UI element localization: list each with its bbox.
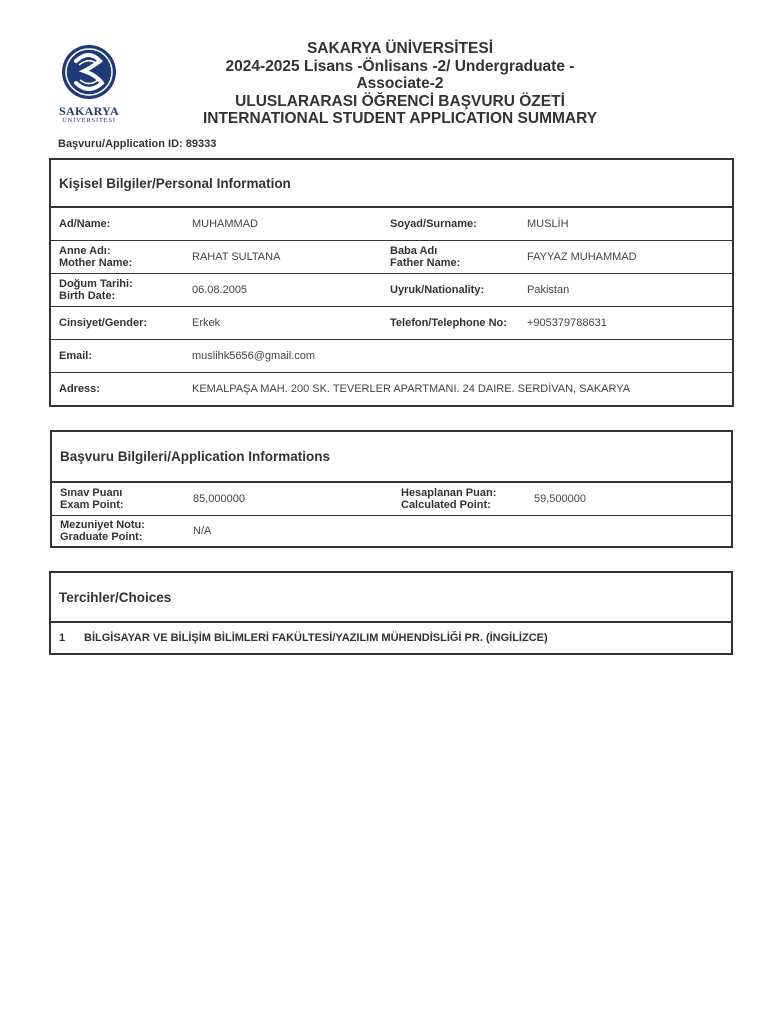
address-label: Adress: xyxy=(59,382,100,395)
grad-label-tr: Mezuniyet Notu: xyxy=(60,519,145,531)
university-emblem-icon xyxy=(56,41,122,105)
grad-value: N/A xyxy=(193,525,212,537)
email-value: muslihk5656@gmail.com xyxy=(192,350,316,362)
name-label: Ad/Name: xyxy=(59,218,111,230)
email-label: Email: xyxy=(59,350,93,362)
logo-brand-subtext: ÜNİVERSİTESİ xyxy=(62,117,116,124)
birth-label-tr: Doğum Tarihi: xyxy=(59,278,133,290)
row-graduate xyxy=(52,516,731,546)
name-value: MUHAMMAD xyxy=(192,218,258,230)
father-label-en: Father Name: xyxy=(390,257,461,269)
mother-label xyxy=(59,241,132,273)
row-name xyxy=(51,208,732,241)
personal-info-section xyxy=(49,158,734,407)
choices-section xyxy=(49,571,733,655)
mother-value: RAHAT SULTANA xyxy=(192,251,281,263)
row-points xyxy=(52,483,731,516)
birth-value: 06.08.2005 xyxy=(192,284,248,296)
gender-value: Erkek xyxy=(192,317,221,329)
row-email xyxy=(51,340,732,373)
father-label-tr: Baba Adı xyxy=(390,245,438,257)
personal-info-title: Kişisel Bilgiler/Personal Information xyxy=(51,160,732,208)
calc-label xyxy=(401,483,496,515)
application-id: Başvuru/Application ID: 89333 xyxy=(58,138,217,150)
choice-program: BİLGİSAYAR VE BİLİŞİM BİLİMLERİ FAKÜLTESİ/YAZILIM MÜHENDİSLİĞİ PR. (İNGİLİZCE) xyxy=(84,632,548,644)
row-birth xyxy=(51,274,732,307)
phone-value: +905379788631 xyxy=(527,317,607,329)
calc-label-tr: Hesaplanan Puan: xyxy=(401,487,497,499)
row-address xyxy=(51,373,732,404)
calc-label-en: Calculated Point: xyxy=(401,499,491,511)
exam-value: 85,000000 xyxy=(193,493,245,505)
surname-label: Soyad/Surname: xyxy=(390,218,477,230)
document-header xyxy=(190,40,610,128)
nationality-label: Uyruk/Nationality: xyxy=(390,284,485,296)
address-value: KEMALPAŞA MAH. 200 SK. TEVERLER APARTMANI. 24 DAIRE. SERDİVAN, SAKARYA xyxy=(192,382,631,395)
header-university: SAKARYA ÜNİVERSİTESİ xyxy=(306,40,494,57)
calc-value: 59,500000 xyxy=(534,493,586,505)
mother-label-tr: Anne Adı: xyxy=(59,245,111,257)
choices-title: Tercihler/Choices xyxy=(51,573,731,623)
logo-brand-text: SAKARYA xyxy=(59,104,119,118)
exam-label-tr: Sınav Puanı xyxy=(60,487,123,499)
university-logo xyxy=(56,41,122,125)
application-info-title: Başvuru Bilgileri/Application Informations xyxy=(52,432,731,483)
choice-index: 1 xyxy=(59,632,66,644)
nationality-value: Pakistan xyxy=(527,284,570,296)
birth-label-en: Birth Date: xyxy=(59,290,116,302)
application-info-section xyxy=(50,430,733,548)
gender-label: Cinsiyet/Gender: xyxy=(59,317,148,329)
mother-label-en: Mother Name: xyxy=(59,257,133,269)
father-value: FAYYAZ MUHAMMAD xyxy=(527,251,637,263)
header-title-tr: ULUSLARARASI ÖĞRENCİ BAŞVURU ÖZETİ xyxy=(235,92,565,110)
row-parents xyxy=(51,241,732,274)
father-label xyxy=(390,241,460,273)
header-term: 2024-2025 Lisans -Önlisans -2/ Undergraduate - Associate-2 xyxy=(225,57,575,92)
exam-label xyxy=(60,483,124,515)
phone-label: Telefon/Telephone No: xyxy=(390,317,507,329)
header-title-en: INTERNATIONAL STUDENT APPLICATION SUMMARY xyxy=(202,110,598,127)
grad-label-en: Graduate Point: xyxy=(60,531,143,543)
birth-label xyxy=(59,274,133,306)
choice-row xyxy=(51,623,731,653)
surname-value: MUSLİH xyxy=(527,218,569,230)
row-gender xyxy=(51,307,732,340)
grad-label xyxy=(60,516,145,546)
exam-label-en: Exam Point: xyxy=(60,499,124,511)
